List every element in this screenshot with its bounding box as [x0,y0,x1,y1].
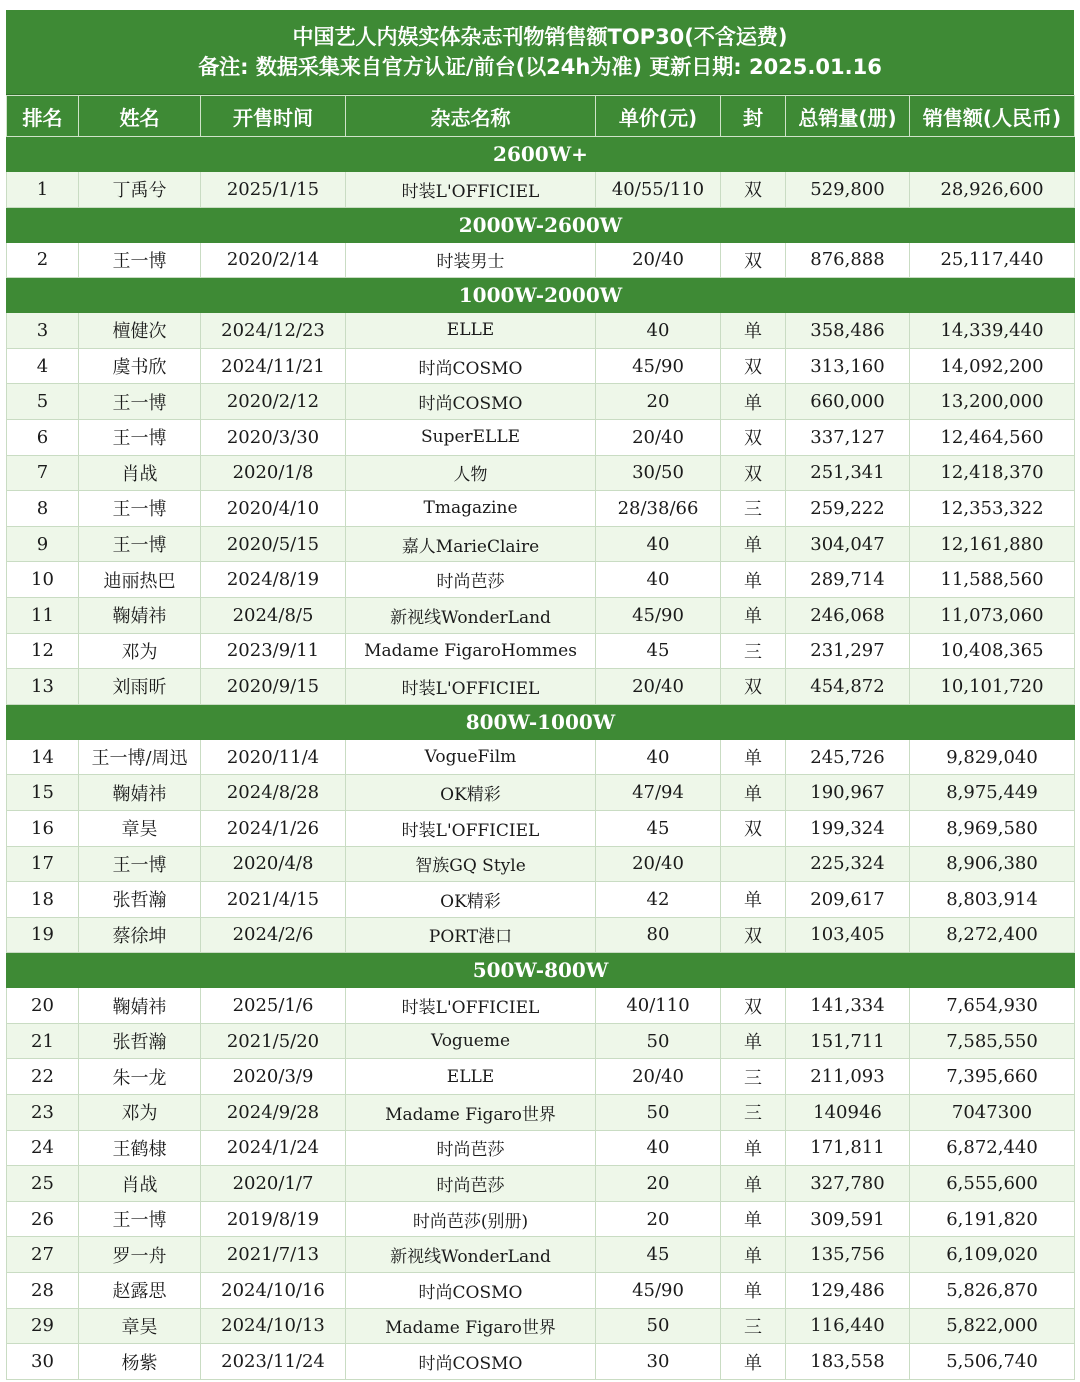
table-row [7,775,1075,811]
release-date-cell: 2020/2/12 [201,384,346,420]
name-cell: 王鹤棣 [79,1130,201,1166]
cover-cell: 单 [721,313,786,349]
rank-cell: 5 [7,384,79,420]
magazine-cell: 时尚芭莎 [346,1130,596,1166]
magazine-cell: 新视线WonderLand [346,597,596,633]
table-row [7,1344,1075,1380]
cover-cell: 双 [721,348,786,384]
cover-cell: 双 [721,810,786,846]
release-date-cell: 2020/9/15 [201,669,346,705]
section-row [7,704,1075,739]
magazine-cell: 时尚COSMO [346,348,596,384]
release-date-cell: 2024/2/6 [201,917,346,953]
rank-cell: 3 [7,313,79,349]
table-row [7,917,1075,953]
header-revenue: 销售额(人民币) [910,96,1075,137]
name-cell: 王一博 [79,419,201,455]
total-sales-cell: 660,000 [786,384,910,420]
total-sales-cell: 313,160 [786,348,910,384]
magazine-cell: 时尚芭莎 [346,562,596,598]
table-row [7,1308,1075,1344]
total-sales-cell: 103,405 [786,917,910,953]
revenue-cell: 7,654,930 [910,988,1075,1024]
cover-cell: 单 [721,1166,786,1202]
total-sales-cell: 225,324 [786,846,910,882]
name-cell: 王一博 [79,242,201,278]
total-sales-cell: 231,297 [786,633,910,669]
revenue-cell: 6,872,440 [910,1130,1075,1166]
magazine-cell: 时装L'OFFICIEL [346,988,596,1024]
magazine-cell: 时尚COSMO [346,384,596,420]
rank-cell: 27 [7,1237,79,1273]
magazine-cell: 人物 [346,455,596,491]
revenue-cell: 8,969,580 [910,810,1075,846]
revenue-cell: 8,906,380 [910,846,1075,882]
total-sales-cell: 309,591 [786,1201,910,1237]
table-row [7,455,1075,491]
price-cell: 30 [596,1344,721,1380]
table-row [7,348,1075,384]
magazine-cell: Madame FigaroHommes [346,633,596,669]
table-row [7,491,1075,527]
total-sales-cell: 245,726 [786,739,910,775]
table-row [7,1059,1075,1095]
table-row [7,384,1075,420]
revenue-cell: 12,464,560 [910,419,1075,455]
release-date-cell: 2024/10/13 [201,1308,346,1344]
rank-cell: 9 [7,526,79,562]
cover-cell: 单 [721,1237,786,1273]
release-date-cell: 2020/4/8 [201,846,346,882]
table-row [7,739,1075,775]
cover-cell: 三 [721,1095,786,1131]
rank-cell: 14 [7,739,79,775]
header-unit-price: 单价(元) [596,96,721,137]
name-cell: 肖战 [79,1166,201,1202]
price-cell: 40 [596,526,721,562]
name-cell: 鞠婧祎 [79,775,201,811]
price-cell: 45/90 [596,1273,721,1309]
header-magazine: 杂志名称 [346,96,596,137]
total-sales-cell: 209,617 [786,882,910,918]
table-row [7,633,1075,669]
release-date-cell: 2024/1/26 [201,810,346,846]
cover-cell: 三 [721,491,786,527]
header-name: 姓名 [79,96,201,137]
price-cell: 28/38/66 [596,491,721,527]
cover-cell: 单 [721,384,786,420]
revenue-cell: 11,588,560 [910,562,1075,598]
magazine-cell: ELLE [346,313,596,349]
table-row [7,1130,1075,1166]
section-row [7,278,1075,313]
rank-cell: 4 [7,348,79,384]
revenue-cell: 5,822,000 [910,1308,1075,1344]
name-cell: 丁禹兮 [79,172,201,208]
total-sales-cell: 141,334 [786,988,910,1024]
revenue-cell: 6,109,020 [910,1237,1075,1273]
name-cell: 章昊 [79,1308,201,1344]
cover-cell: 单 [721,1344,786,1380]
release-date-cell: 2024/8/5 [201,597,346,633]
table-row [7,669,1075,705]
total-sales-cell: 246,068 [786,597,910,633]
cover-cell: 单 [721,1273,786,1309]
price-cell: 30/50 [596,455,721,491]
table-body [7,137,1075,1380]
header-row [7,96,1075,137]
cover-cell: 三 [721,1308,786,1344]
release-date-cell: 2023/9/11 [201,633,346,669]
name-cell: 朱一龙 [79,1059,201,1095]
table-row [7,526,1075,562]
magazine-cell: 时装L'OFFICIEL [346,810,596,846]
table-row [7,1023,1075,1059]
cover-cell: 双 [721,172,786,208]
rank-cell: 19 [7,917,79,953]
price-cell: 40 [596,562,721,598]
cover-cell: 三 [721,633,786,669]
price-cell: 20/40 [596,846,721,882]
table-row [7,1273,1075,1309]
release-date-cell: 2024/8/28 [201,775,346,811]
cover-cell: 三 [721,1059,786,1095]
rank-cell: 8 [7,491,79,527]
magazine-cell: PORT港口 [346,917,596,953]
revenue-cell: 12,161,880 [910,526,1075,562]
revenue-cell: 25,117,440 [910,242,1075,278]
release-date-cell: 2021/7/13 [201,1237,346,1273]
total-sales-cell: 304,047 [786,526,910,562]
revenue-cell: 8,803,914 [910,882,1075,918]
magazine-cell: 时装男士 [346,242,596,278]
sales-ranking-sheet [6,10,1074,1380]
revenue-cell: 7,395,660 [910,1059,1075,1095]
release-date-cell: 2021/5/20 [201,1023,346,1059]
release-date-cell: 2020/11/4 [201,739,346,775]
total-sales-cell: 183,558 [786,1344,910,1380]
magazine-cell: 时装L'OFFICIEL [346,669,596,705]
price-cell: 45 [596,633,721,669]
rank-cell: 30 [7,1344,79,1380]
cover-cell: 双 [721,419,786,455]
revenue-cell: 14,339,440 [910,313,1075,349]
release-date-cell: 2019/8/19 [201,1201,346,1237]
page-title: 中国艺人内娱实体杂志刊物销售额TOP30(不含运费) [292,25,788,49]
release-date-cell: 2020/5/15 [201,526,346,562]
revenue-cell: 10,408,365 [910,633,1075,669]
release-date-cell: 2021/4/15 [201,882,346,918]
table-row [7,1095,1075,1131]
rank-cell: 10 [7,562,79,598]
total-sales-cell: 327,780 [786,1166,910,1202]
rank-cell: 28 [7,1273,79,1309]
revenue-cell: 9,829,040 [910,739,1075,775]
cover-cell: 双 [721,242,786,278]
table-row [7,242,1075,278]
table-row [7,810,1075,846]
release-date-cell: 2020/1/8 [201,455,346,491]
cover-cell: 双 [721,917,786,953]
rank-cell: 26 [7,1201,79,1237]
cover-cell: 单 [721,562,786,598]
magazine-cell: 时尚芭莎 [346,1166,596,1202]
revenue-cell: 7047300 [910,1095,1075,1131]
header-release-date: 开售时间 [201,96,346,137]
release-date-cell: 2024/10/16 [201,1273,346,1309]
revenue-cell: 7,585,550 [910,1023,1075,1059]
total-sales-cell: 140946 [786,1095,910,1131]
magazine-cell: OK精彩 [346,882,596,918]
magazine-cell: OK精彩 [346,775,596,811]
price-cell: 20 [596,1166,721,1202]
name-cell: 王一博 [79,526,201,562]
price-cell: 45 [596,810,721,846]
header-rank: 排名 [7,96,79,137]
revenue-cell: 11,073,060 [910,597,1075,633]
revenue-cell: 8,975,449 [910,775,1075,811]
magazine-cell: 智族GQ Style [346,846,596,882]
total-sales-cell: 454,872 [786,669,910,705]
price-cell: 20/40 [596,669,721,705]
name-cell: 鞠婧祎 [79,597,201,633]
revenue-cell: 5,506,740 [910,1344,1075,1380]
name-cell: 鞠婧祎 [79,988,201,1024]
price-cell: 50 [596,1023,721,1059]
table-row [7,419,1075,455]
name-cell: 肖战 [79,455,201,491]
revenue-cell: 12,418,370 [910,455,1075,491]
name-cell: 虞书欣 [79,348,201,384]
name-cell: 刘雨昕 [79,669,201,705]
header-total-sales: 总销量(册) [786,96,910,137]
cover-cell: 单 [721,1201,786,1237]
magazine-cell: 新视线WonderLand [346,1237,596,1273]
price-cell: 40 [596,1130,721,1166]
total-sales-cell: 151,711 [786,1023,910,1059]
name-cell: 邓为 [79,633,201,669]
cover-cell: 单 [721,775,786,811]
release-date-cell: 2024/9/28 [201,1095,346,1131]
section-label: 2000W-2600W [7,207,1075,242]
magazine-cell: SuperELLE [346,419,596,455]
total-sales-cell: 529,800 [786,172,910,208]
release-date-cell: 2020/4/10 [201,491,346,527]
ranking-table [6,95,1075,1380]
cover-cell: 双 [721,455,786,491]
title-banner [6,10,1074,95]
price-cell: 40 [596,739,721,775]
total-sales-cell: 259,222 [786,491,910,527]
total-sales-cell: 135,756 [786,1237,910,1273]
price-cell: 45/90 [596,597,721,633]
magazine-cell: Vogueme [346,1023,596,1059]
cover-cell: 单 [721,526,786,562]
name-cell: 王一博 [79,846,201,882]
release-date-cell: 2024/1/24 [201,1130,346,1166]
name-cell: 章昊 [79,810,201,846]
release-date-cell: 2024/11/21 [201,348,346,384]
magazine-cell: Madame Figaro世界 [346,1095,596,1131]
rank-cell: 17 [7,846,79,882]
total-sales-cell: 211,093 [786,1059,910,1095]
magazine-cell: 时尚芭莎(别册) [346,1201,596,1237]
name-cell: 王一博/周迅 [79,739,201,775]
name-cell: 罗一舟 [79,1237,201,1273]
rank-cell: 29 [7,1308,79,1344]
price-cell: 20/40 [596,242,721,278]
magazine-cell: Tmagazine [346,491,596,527]
table-row [7,988,1075,1024]
name-cell: 迪丽热巴 [79,562,201,598]
price-cell: 50 [596,1308,721,1344]
price-cell: 50 [596,1095,721,1131]
price-cell: 20 [596,384,721,420]
header-cover: 封 [721,96,786,137]
magazine-cell: VogueFilm [346,739,596,775]
cover-cell: 单 [721,739,786,775]
table-row [7,1201,1075,1237]
release-date-cell: 2023/11/24 [201,1344,346,1380]
total-sales-cell: 337,127 [786,419,910,455]
name-cell: 张哲瀚 [79,882,201,918]
section-label: 500W-800W [7,953,1075,988]
section-row [7,953,1075,988]
price-cell: 40/55/110 [596,172,721,208]
price-cell: 42 [596,882,721,918]
total-sales-cell: 358,486 [786,313,910,349]
rank-cell: 2 [7,242,79,278]
cover-cell: 单 [721,1023,786,1059]
rank-cell: 12 [7,633,79,669]
rank-cell: 13 [7,669,79,705]
cover-cell: 单 [721,1130,786,1166]
price-cell: 45 [596,1237,721,1273]
cover-cell: 单 [721,597,786,633]
release-date-cell: 2025/1/15 [201,172,346,208]
release-date-cell: 2020/3/9 [201,1059,346,1095]
total-sales-cell: 289,714 [786,562,910,598]
name-cell: 王一博 [79,384,201,420]
table-row [7,1237,1075,1273]
release-date-cell: 2020/2/14 [201,242,346,278]
total-sales-cell: 116,440 [786,1308,910,1344]
release-date-cell: 2024/8/19 [201,562,346,598]
section-label: 800W-1000W [7,704,1075,739]
section-row [7,207,1075,242]
table-row [7,313,1075,349]
cover-cell: 单 [721,882,786,918]
rank-cell: 7 [7,455,79,491]
price-cell: 80 [596,917,721,953]
rank-cell: 11 [7,597,79,633]
name-cell: 王一博 [79,491,201,527]
price-cell: 20/40 [596,419,721,455]
rank-cell: 20 [7,988,79,1024]
release-date-cell: 2020/1/7 [201,1166,346,1202]
section-label: 1000W-2000W [7,278,1075,313]
total-sales-cell: 129,486 [786,1273,910,1309]
table-row [7,172,1075,208]
total-sales-cell: 251,341 [786,455,910,491]
rank-cell: 15 [7,775,79,811]
section-row [7,137,1075,172]
table-row [7,882,1075,918]
table-row [7,562,1075,598]
name-cell: 张哲瀚 [79,1023,201,1059]
price-cell: 40 [596,313,721,349]
rank-cell: 16 [7,810,79,846]
total-sales-cell: 199,324 [786,810,910,846]
section-label: 2600W+ [7,137,1075,172]
revenue-cell: 10,101,720 [910,669,1075,705]
total-sales-cell: 876,888 [786,242,910,278]
revenue-cell: 14,092,200 [910,348,1075,384]
release-date-cell: 2025/1/6 [201,988,346,1024]
revenue-cell: 8,272,400 [910,917,1075,953]
name-cell: 王一博 [79,1201,201,1237]
rank-cell: 23 [7,1095,79,1131]
table-row [7,597,1075,633]
cover-cell: 双 [721,669,786,705]
page-subtitle: 备注: 数据采集来自官方认证/前台(以24h为准) 更新日期: 2025.01.16 [198,55,882,79]
cover-cell: 双 [721,988,786,1024]
release-date-cell: 2020/3/30 [201,419,346,455]
rank-cell: 22 [7,1059,79,1095]
name-cell: 蔡徐坤 [79,917,201,953]
rank-cell: 6 [7,419,79,455]
revenue-cell: 28,926,600 [910,172,1075,208]
table-row [7,846,1075,882]
name-cell: 檀健次 [79,313,201,349]
price-cell: 20 [596,1201,721,1237]
magazine-cell: Madame Figaro世界 [346,1308,596,1344]
magazine-cell: 时尚COSMO [346,1273,596,1309]
cover-cell [721,846,786,882]
revenue-cell: 13,200,000 [910,384,1075,420]
revenue-cell: 6,191,820 [910,1201,1075,1237]
price-cell: 47/94 [596,775,721,811]
release-date-cell: 2024/12/23 [201,313,346,349]
magazine-cell: 时尚COSMO [346,1344,596,1380]
price-cell: 20/40 [596,1059,721,1095]
name-cell: 杨紫 [79,1344,201,1380]
table-row [7,1166,1075,1202]
rank-cell: 18 [7,882,79,918]
rank-cell: 1 [7,172,79,208]
name-cell: 赵露思 [79,1273,201,1309]
rank-cell: 25 [7,1166,79,1202]
price-cell: 40/110 [596,988,721,1024]
name-cell: 邓为 [79,1095,201,1131]
total-sales-cell: 190,967 [786,775,910,811]
revenue-cell: 6,555,600 [910,1166,1075,1202]
total-sales-cell: 171,811 [786,1130,910,1166]
rank-cell: 21 [7,1023,79,1059]
magazine-cell: 嘉人MarieClaire [346,526,596,562]
rank-cell: 24 [7,1130,79,1166]
revenue-cell: 12,353,322 [910,491,1075,527]
magazine-cell: 时装L'OFFICIEL [346,172,596,208]
revenue-cell: 5,826,870 [910,1273,1075,1309]
magazine-cell: ELLE [346,1059,596,1095]
price-cell: 45/90 [596,348,721,384]
